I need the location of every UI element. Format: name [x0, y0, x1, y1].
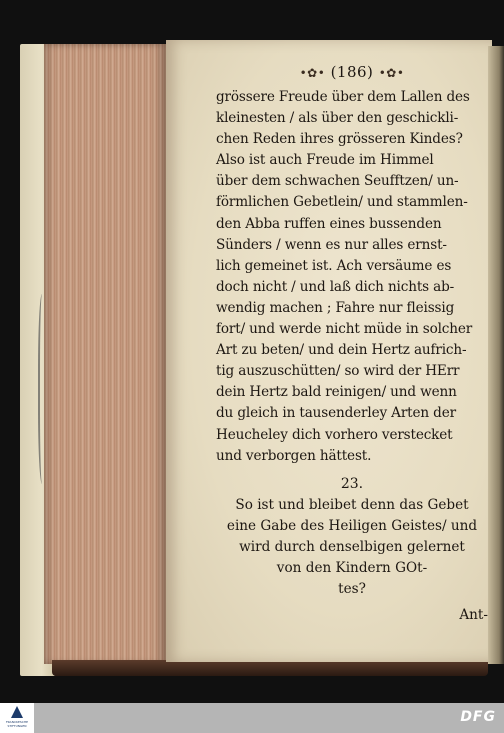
text-line: tig auszuschütten/ so wird der HErr	[216, 363, 460, 380]
text-line: grössere Freude über dem Lallen des	[216, 89, 470, 105]
ornament-left-icon: •✿•	[299, 66, 326, 80]
institution-logo[interactable]	[0, 703, 34, 733]
text-line: Heucheley dich vorhero verstecket	[216, 426, 453, 443]
body-text	[216, 87, 488, 467]
page-number: (186)	[330, 63, 374, 81]
section-number: 23.	[340, 475, 364, 492]
book-right-edge	[488, 46, 504, 664]
text-line: chen Reden ihres grösseren Kindes?	[216, 131, 463, 148]
logo-text: FRANCKESCHE STIFTUNGEN	[5, 720, 29, 728]
text-line: und verborgen hättest.	[216, 447, 372, 464]
question-line: von den Kindern GOt-	[276, 559, 428, 576]
text-line: du gleich in tausenderley Arten der	[216, 405, 456, 422]
logo-icon	[11, 706, 23, 718]
question-text	[216, 495, 488, 600]
text-line: doch nicht / und laß dich nichts ab-	[216, 278, 455, 295]
text-line: wendig machen ; Fahre nur fleissig	[216, 299, 455, 316]
ornament-right-icon: •✿•	[378, 66, 405, 80]
text-line: lich gemeinet ist. Ach versäume es	[216, 257, 452, 274]
text-line: Also ist auch Freude im Himmel	[216, 152, 434, 169]
text-line: kleinesten / als über den geschickli-	[216, 110, 459, 127]
question-line: So ist und bleibet denn das Gebet	[235, 496, 469, 513]
text-line: Sünders / wenn es nur alles ernst-	[216, 236, 447, 253]
text-line: den Abba ruffen eines bussenden	[216, 215, 442, 232]
page-edges	[44, 44, 166, 664]
question-line: eine Gabe des Heiligen Geistes/ und	[226, 517, 478, 534]
question-line: tes?	[338, 580, 366, 597]
page-text	[216, 62, 488, 626]
text-line: Art zu beten/ und dein Hertz aufrich-	[216, 342, 467, 359]
page-header	[216, 62, 488, 83]
text-line: fort/ und werde nicht müde in solcher	[216, 321, 473, 338]
dfg-logo[interactable]: DFG	[460, 709, 496, 725]
footer-bar	[0, 703, 504, 733]
text-line: förmlichen Gebetlein/ und stammlen-	[216, 194, 468, 211]
question-line: wird durch denselbigen gelernet	[239, 538, 465, 555]
text-line: über dem schwachen Seufftzen/ un-	[216, 173, 459, 190]
book-bottom-edge	[52, 660, 488, 676]
text-line: dein Hertz bald reinigen/ und wenn	[216, 384, 457, 401]
catchword: Ant-	[459, 606, 488, 623]
